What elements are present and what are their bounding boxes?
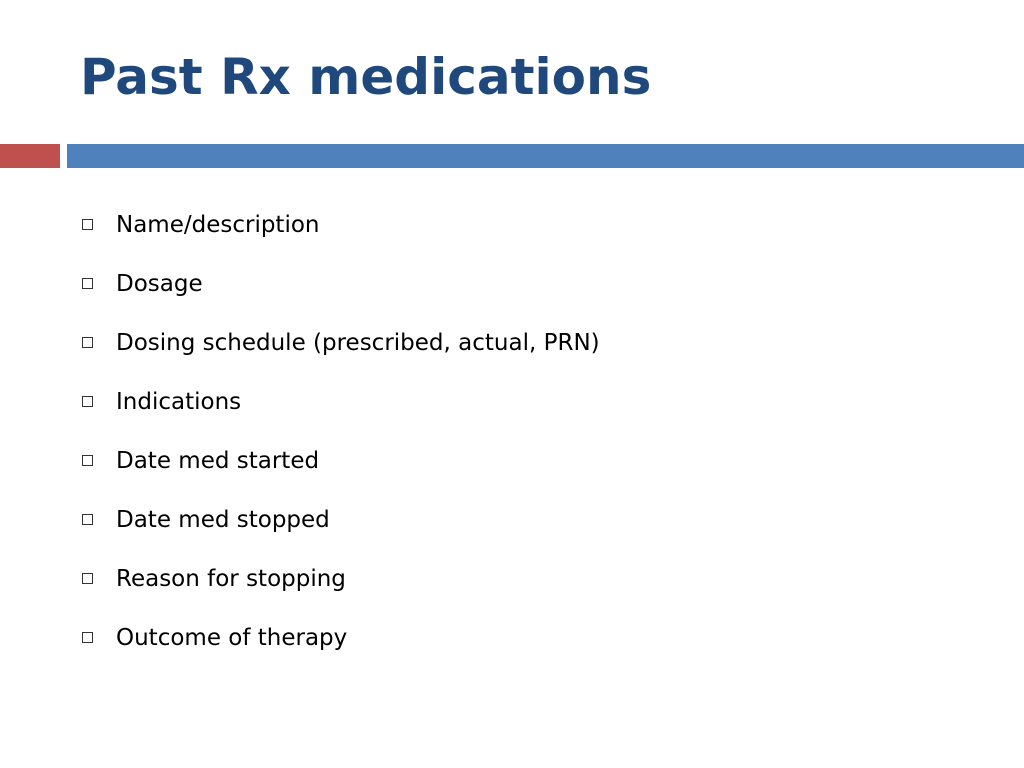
hollow-square-bullet-icon (82, 514, 93, 525)
list-item (80, 195, 600, 254)
hollow-square-bullet-icon (82, 219, 93, 230)
list-item (80, 608, 600, 667)
bullet-text-date-med-started: Date med started (116, 447, 320, 474)
accent-bar-blue (67, 144, 1024, 168)
hollow-square-bullet-icon (82, 632, 93, 643)
bullet-text-reason-for-stopping: Reason for stopping (116, 565, 346, 592)
slide-title: Past Rx medications (80, 48, 652, 106)
bullet-text-outcome-of-therapy: Outcome of therapy (116, 624, 348, 651)
hollow-square-bullet-icon (82, 455, 93, 466)
list-item (80, 254, 600, 313)
hollow-square-bullet-icon (82, 573, 93, 584)
list-item (80, 372, 600, 431)
bullet-text-dosage: Dosage (116, 270, 203, 297)
bullet-text-dosing-schedule: Dosing schedule (prescribed, actual, PRN) (116, 329, 600, 356)
bullet-text-date-med-stopped: Date med stopped (116, 506, 330, 533)
bullet-text-name-description: Name/description (116, 211, 320, 238)
hollow-square-bullet-icon (82, 396, 93, 407)
list-item (80, 313, 600, 372)
list-item (80, 549, 600, 608)
hollow-square-bullet-icon (82, 278, 93, 289)
list-item (80, 431, 600, 490)
list-item (80, 490, 600, 549)
hollow-square-bullet-icon (82, 337, 93, 348)
accent-bar-red (0, 144, 60, 168)
bullet-list (80, 195, 600, 667)
bullet-text-indications: Indications (116, 388, 242, 415)
